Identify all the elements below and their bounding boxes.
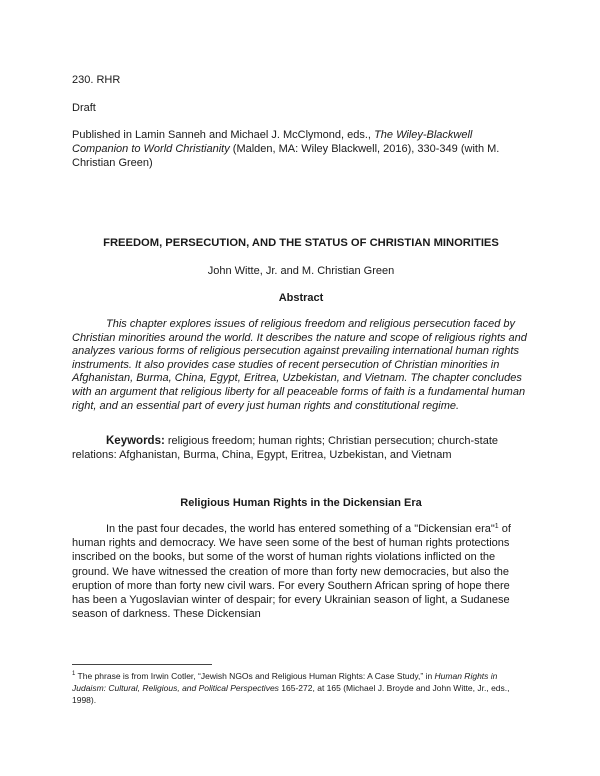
footnote-divider: [72, 664, 212, 665]
document-code: 230. RHR: [72, 74, 121, 86]
footnote: [72, 670, 532, 706]
publication-pre: Published in Lamin Sanneh and Michael J. McClymond, eds.,: [72, 129, 375, 141]
abstract-text: This chapter explores issues of religious freedom and religious persecution faced by Christian minorities around the world. It describes the nature and scope of religious rights and analyzes various forms of religious persecution against prevailing international human rights instruments. It also provides case studies of recent persecution of Christian minorities in Afghanistan, Burma, China, Egypt, Eritrea, Uzbekistan, and Vietnam. The chapter concludes with an argument that religious liberty for all peaceable forms of faith is a fundamental human right, and an essential part of every just human rights and constitutional regime.: [72, 318, 527, 412]
abstract-heading: Abstract: [278, 292, 324, 304]
keywords-label: Keywords:: [106, 435, 165, 447]
footnote-post: 165-272, at 165 (Michael J. Broyde and John Witte, Jr., eds., 1998).: [72, 683, 510, 705]
publication-post: (Malden, MA: Wiley Blackwell, 2016), 330-349 (with M. Christian Green): [72, 143, 500, 169]
paragraph-start: In the past four decades, the world has entered something of a "Dickensian era": [106, 523, 495, 535]
authors: John Witte, Jr. and M. Christian Green: [207, 265, 395, 277]
publication-title: The Wiley-Blackwell Companion to World Christianity: [72, 129, 473, 155]
footnote-title: Human Rights in Judaism: Cultural, Religious, and Political Perspectives: [72, 671, 498, 693]
body-paragraph: [72, 522, 530, 621]
section-heading: Religious Human Rights in the Dickensian Era: [180, 497, 422, 509]
footnote-mark: 1: [72, 671, 76, 677]
keywords: [72, 434, 530, 462]
keywords-text: religious freedom; human rights; Christian persecution; church-state relations: Afghanistan, Burma, China, Egypt, Eritrea, Uzbekistan, and Vietnam: [72, 435, 499, 461]
publication-note: [72, 128, 530, 170]
draft-label: Draft: [72, 102, 96, 114]
chapter-title: FREEDOM, PERSECUTION, AND THE STATUS OF CHRISTIAN MINORITIES: [103, 237, 499, 249]
paragraph-rest: of human rights and democracy. We have seen some of the best of human rights protections inscribed on the books, but some of the worst of human rights violations inflicted on the ground. We have witnessed the creation of more than forty new democracies, but also the eruption of more than forty new civil wars. For every Southern African spring of hope there has been a Yugoslavian winter of despair; for every Ukrainian season of light, a Sudanese season of darkness. These Dickensian: [72, 523, 511, 621]
footnote-pre: The phrase is from Irwin Cotler, “Jewish NGOs and Religious Human Rights: A Case Study,” in: [75, 671, 435, 681]
footnote-reference[interactable]: 1: [494, 523, 499, 530]
